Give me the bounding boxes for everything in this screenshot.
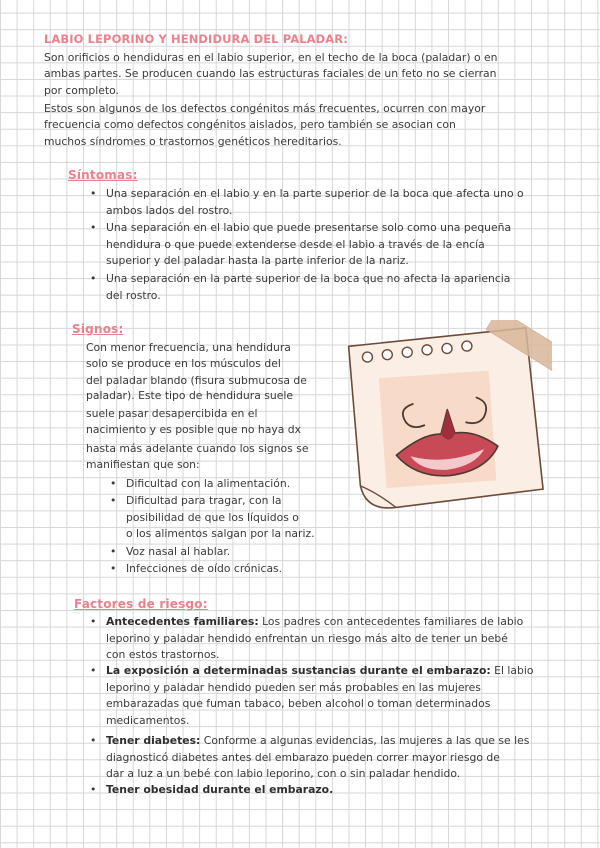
list-item	[90, 782, 334, 799]
list-item-text: Conforme a algunas evidencias, las mujeres a las que se les	[200, 734, 530, 747]
signos-line: del paladar blando (fisura submucosa de	[86, 374, 307, 387]
list-item	[90, 733, 530, 783]
risk-factor-title: Tener obesidad durante el embarazo.	[106, 783, 334, 796]
list-item-text: Una separación en la parte superior de la boca que no afecta la apariencia	[106, 272, 511, 285]
intro-line: por completo.	[44, 84, 119, 97]
list-item-text: Una separación en el labio y en la parte superior de la boca que afecta uno o	[106, 187, 524, 200]
list-item-text: hendidura o que puede extenderse desde el labio a través de la encía	[106, 237, 485, 251]
factores-heading: Factores de riesgo:	[74, 597, 208, 611]
bullet-icon: •	[90, 734, 97, 747]
intro-line: Son orificios o hendiduras en el labio superior, en el techo de la boca (paladar) o en	[44, 51, 498, 64]
cleft-lip-illustration-icon	[332, 320, 552, 520]
risk-factor-title: Antecedentes familiares:	[106, 615, 259, 628]
signos-line: paladar). Este tipo de hendidura suele	[86, 389, 293, 402]
signos-line: solo se produce en los músculos del	[86, 357, 281, 370]
intro-line: ambas partes. Se producen cuando las estructuras faciales de un feto no se cierran	[44, 67, 497, 80]
list-item	[90, 663, 534, 729]
sintomas-heading: Síntomas:	[68, 168, 138, 182]
bullet-icon: •	[110, 545, 117, 558]
list-item-text: embarazadas que fuman tabaco, beben alcohol o toman determinados	[106, 697, 491, 711]
list-item-text: diagnosticó diabetes antes del embarazo pueden correr mayor riesgo de	[106, 750, 500, 764]
bullet-icon: •	[110, 477, 117, 490]
risk-factor-title: La exposición a determinadas sustancias durante el embarazo:	[106, 664, 491, 677]
page-title: LABIO LEPORINO Y HENDIDURA DEL PALADAR:	[44, 32, 348, 46]
signos-line: manifiestan que son:	[86, 458, 200, 471]
bullet-icon: •	[90, 221, 97, 234]
list-item-text: Los padres con antecedentes familiares de labio	[258, 615, 524, 628]
list-item	[90, 220, 512, 270]
list-item-text: Voz nasal al hablar.	[126, 545, 231, 558]
intro-line: frecuencia como defectos congénitos aislados, pero también se asocian con	[44, 118, 456, 131]
list-item-text: Dificultad para tragar, con la	[126, 494, 282, 507]
list-item-text: Dificultad con la alimentación.	[126, 477, 291, 490]
list-item	[110, 476, 291, 493]
list-item-text: El labio	[490, 664, 534, 677]
list-item	[110, 544, 231, 561]
list-item	[90, 186, 524, 219]
signos-line: Con menor frecuencia, una hendidura	[86, 341, 291, 354]
bullet-icon: •	[110, 562, 117, 575]
list-item-text: medicamentos.	[106, 713, 190, 727]
list-item	[110, 493, 315, 543]
list-item-text: posibilidad de que los líquidos o	[126, 510, 299, 524]
signos-line: suele pasar desapercibida en el	[86, 407, 258, 420]
list-item-text: leporino y paladar hendido pueden ser más probables en las mujeres	[106, 680, 481, 694]
list-item-text: leporino y paladar hendido enfrentan un riesgo más alto de tener un bebé	[106, 631, 508, 645]
list-item-text: superior y del paladar hasta la parte inferior de la nariz.	[106, 254, 409, 268]
signos-heading: Signos:	[72, 322, 124, 336]
bullet-icon: •	[90, 615, 97, 628]
bullet-icon: •	[90, 664, 97, 677]
bullet-icon: •	[110, 494, 117, 507]
bullet-icon: •	[90, 272, 97, 285]
signos-line: hasta más adelante cuando los signos se	[86, 442, 309, 455]
list-item-text: Una separación en el labio que puede presentarse solo como una pequeña	[106, 221, 512, 234]
intro-line: Estos son algunos de los defectos congénitos más frecuentes, ocurren con mayor	[44, 102, 486, 115]
list-item-text: con estos trastornos.	[106, 648, 220, 662]
list-item-text: ambos lados del rostro.	[106, 203, 233, 217]
bullet-icon: •	[90, 187, 97, 200]
risk-factor-title: Tener diabetes:	[106, 734, 201, 747]
list-item	[90, 614, 524, 664]
list-item-text: del rostro.	[106, 288, 161, 302]
list-item	[90, 271, 511, 304]
list-item-text: o los alimentos salgan por la nariz.	[126, 527, 315, 541]
list-item-text: Infecciones de oído crónicas.	[126, 562, 283, 575]
bullet-icon: •	[90, 783, 97, 796]
signos-line: nacimiento y es posible que no haya dx	[86, 423, 301, 436]
list-item	[110, 561, 283, 578]
list-item-text: dar a luz a un bebé con labio leporino, con o sin paladar hendido.	[106, 767, 461, 781]
intro-line: muchos síndromes o trastornos genéticos hereditarios.	[44, 135, 342, 148]
